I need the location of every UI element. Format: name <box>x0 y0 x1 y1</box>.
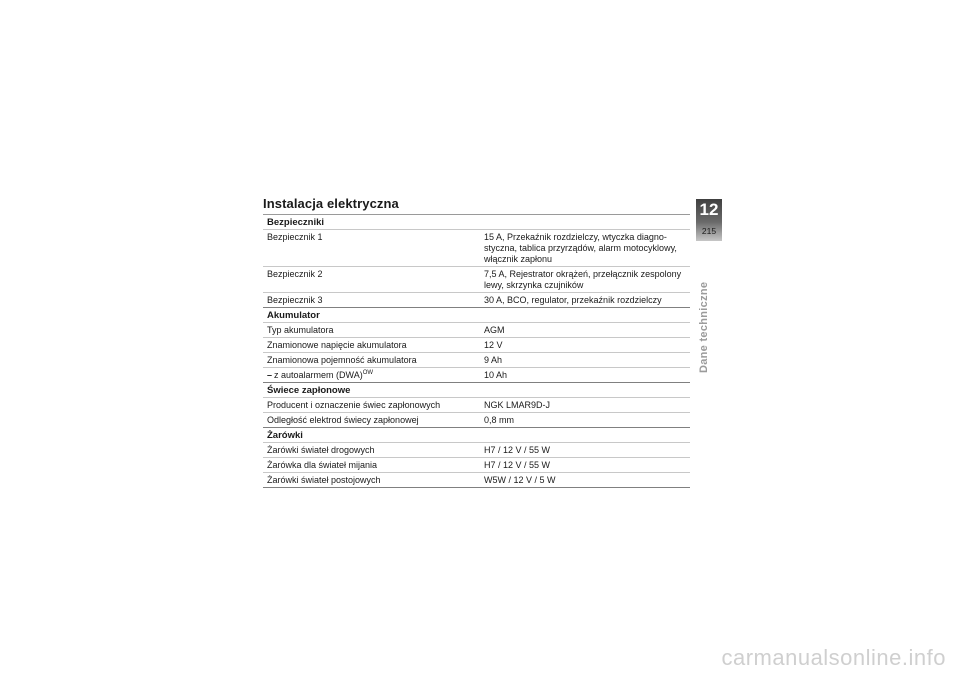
section-header-battery: Akumulator <box>267 310 320 321</box>
row-value: W5W / 12 V / 5 W <box>484 475 556 485</box>
row-label-text: z autoalarmem (DWA) <box>274 370 363 380</box>
row-value: 0,8 mm <box>484 415 515 425</box>
page-number: 215 <box>701 226 717 236</box>
section-header-bulbs: Żarówki <box>267 430 303 441</box>
option-marker: OW <box>362 370 374 376</box>
row-label: Żarówki świateł postojowych <box>267 475 381 485</box>
section-header-fuses: Bezpieczniki <box>267 217 325 228</box>
row-value: 9 Ah <box>484 355 503 365</box>
row-label: Żarówki świateł drogowych <box>267 445 375 455</box>
chapter-number: 12 <box>699 200 719 219</box>
row-label <box>263 368 480 382</box>
row-label: Znamionowe napięcie akumulatora <box>267 340 407 350</box>
row-label: Odległość elektrod świecy zapłonowej <box>267 415 419 425</box>
table-row <box>263 352 690 367</box>
row-value: NGK LMAR9D-J <box>484 400 551 410</box>
table-row <box>263 337 690 352</box>
row-value: 15 A, Przekaźnik rozdzielczy, wtyczka diagno- styczna, tablica przyrządów, alarm motocyklowy, włącznik zapłonu <box>484 232 677 264</box>
row-value: 10 Ah <box>484 370 508 380</box>
row-value: 30 A, BCO, regulator, przekaźnik rozdzielczy <box>484 295 662 305</box>
table-row <box>263 266 690 292</box>
row-label: Producent i oznaczenie świec zapłonowych <box>267 400 441 410</box>
row-label: Bezpiecznik 1 <box>267 232 323 242</box>
table-row <box>263 292 690 307</box>
row-value: AGM <box>484 325 505 335</box>
table-row <box>263 412 690 427</box>
table-row <box>263 397 690 412</box>
sub-item-dash: – <box>267 370 273 380</box>
section-header-spark-plugs: Świece zapłonowe <box>267 385 351 396</box>
row-label: Żarówka dla świateł mijania <box>267 460 378 470</box>
row-label: Bezpiecznik 2 <box>267 269 323 279</box>
page-title: Instalacja elektryczna <box>263 196 399 211</box>
spec-table <box>263 214 690 488</box>
row-label: Typ akumulatora <box>267 325 334 335</box>
watermark: carmanualsonline.info <box>721 645 946 670</box>
table-row <box>263 229 690 266</box>
table-row <box>263 322 690 337</box>
row-value: H7 / 12 V / 55 W <box>484 460 551 470</box>
row-label: Znamionowa pojemność akumulatora <box>267 355 417 365</box>
table-row <box>263 442 690 457</box>
chapter-caption: Dane techniczne <box>698 281 710 373</box>
table-row <box>263 472 690 487</box>
table-row <box>263 457 690 472</box>
row-value: 7,5 A, Rejestrator okrążeń, przełącznik zespolony lewy, skrzynka czujników <box>484 269 682 290</box>
row-label: Bezpiecznik 3 <box>267 295 323 305</box>
table-row <box>263 367 690 382</box>
row-value: H7 / 12 V / 55 W <box>484 445 551 455</box>
row-value: 12 V <box>484 340 503 350</box>
